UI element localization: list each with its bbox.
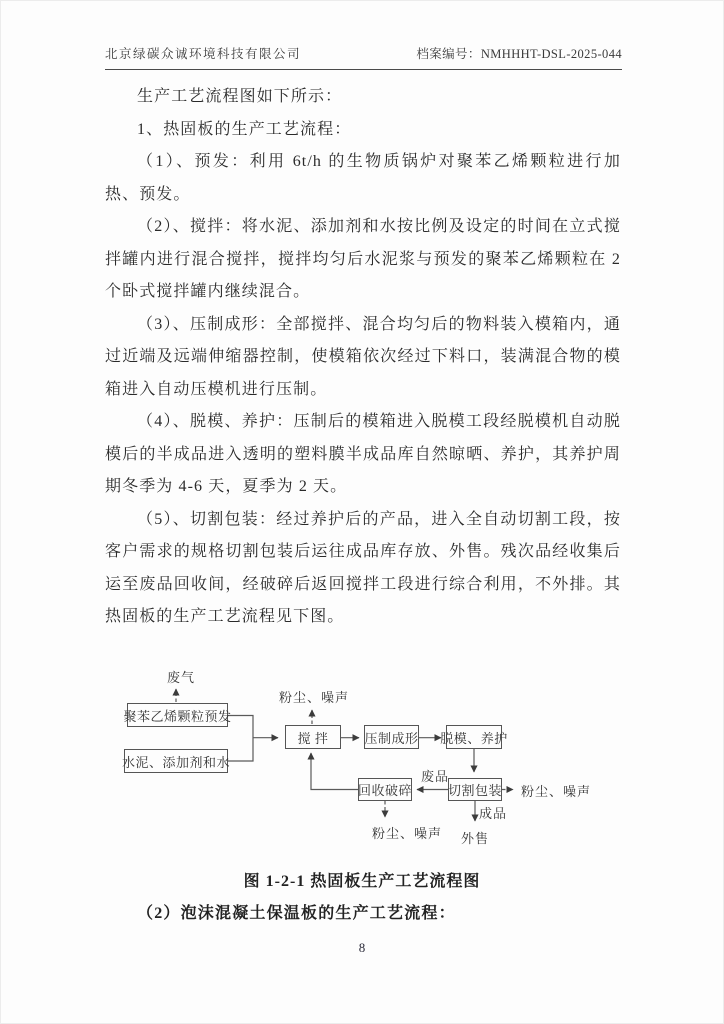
paragraph: 生产工艺流程图如下所示： xyxy=(137,88,343,105)
flow-box-recycle-crushing: 回收破碎 xyxy=(358,778,412,801)
body-text xyxy=(105,81,621,634)
flow-box-press-forming: 压制成形 xyxy=(364,725,419,749)
page-header xyxy=(105,44,622,70)
paragraph: 1、热固板的生产工艺流程： xyxy=(137,120,352,138)
flow-label-dust-noise-mixing: 粉尘、噪声 xyxy=(279,690,350,705)
flow-label-dust-noise-crushing: 粉尘、噪声 xyxy=(372,826,443,841)
flow-box-demolding-curing: 脱模、养护 xyxy=(446,725,502,749)
flow-box-cutting-packaging: 切割包装 xyxy=(448,778,502,801)
page-number: 8 xyxy=(358,940,366,955)
flow-box-cement-additives-water: 水泥、添加剂和水 xyxy=(124,749,228,773)
paragraph: （4）、脱模、养护：压制后的模箱进入脱模工段经脱模机自动脱模后的半成品进入透明的塑料膜半成品库自然晾晒、养护，其养护周期冬季为 4-6 天，夏季为 2 天。 xyxy=(105,413,621,495)
figure-caption: 图 1-2-1 热固板生产工艺流程图 xyxy=(243,873,481,890)
paragraph: （3）、压制成形：全部搅拌、混合均匀后的物料装入模箱内，通过近端及远端伸缩器控制，使模箱依次经过下料口，装满混合物的模箱进入自动压模机进行压制。 xyxy=(105,315,621,398)
process-flowchart xyxy=(0,640,724,865)
header-archive-number: 档案编号：NMHHHT-DSL-2025-044 xyxy=(416,47,622,61)
paragraph: （2）、搅拌：将水泥、添加剂和水按比例及设定的时间在立式搅拌罐内进行混合搅拌，搅拌均匀后水泥浆与预发的聚苯乙烯颗粒在 2 个卧式搅拌罐内继续混合。 xyxy=(105,218,621,300)
flow-label-dust-noise-cutting: 粉尘、噪声 xyxy=(521,784,592,799)
paragraph: （5）、切割包装：经过养护后的产品，进入全自动切割工段，按客户需求的规格切割包装后运往成品库存放、外售。残次品经收集后运至废品回收间，经破碎后返回搅拌工段进行综合利用，不外排。其热固板的生产工艺流程见下图。 xyxy=(105,510,621,625)
flow-box-mixing: 搅 拌 xyxy=(285,725,341,749)
flow-label-waste-product: 废品 xyxy=(421,769,450,784)
flow-label-external-sale: 外售 xyxy=(461,831,490,846)
paragraph: （1）、预发：利用 6t/h 的生物质锅炉对聚苯乙烯颗粒进行加热、预发。 xyxy=(105,153,621,203)
flow-label-finished-product: 成品 xyxy=(479,806,508,821)
flowchart-connectors xyxy=(0,640,724,865)
header-company-name: 北京绿碳众诚环境科技有限公司 xyxy=(105,47,302,61)
flow-box-pre-expansion: 聚苯乙烯颗粒预发 xyxy=(127,703,228,727)
flow-label-waste-gas: 废气 xyxy=(167,670,196,685)
section-heading: （2）泡沫混凝土保温板的生产工艺流程： xyxy=(137,905,456,922)
